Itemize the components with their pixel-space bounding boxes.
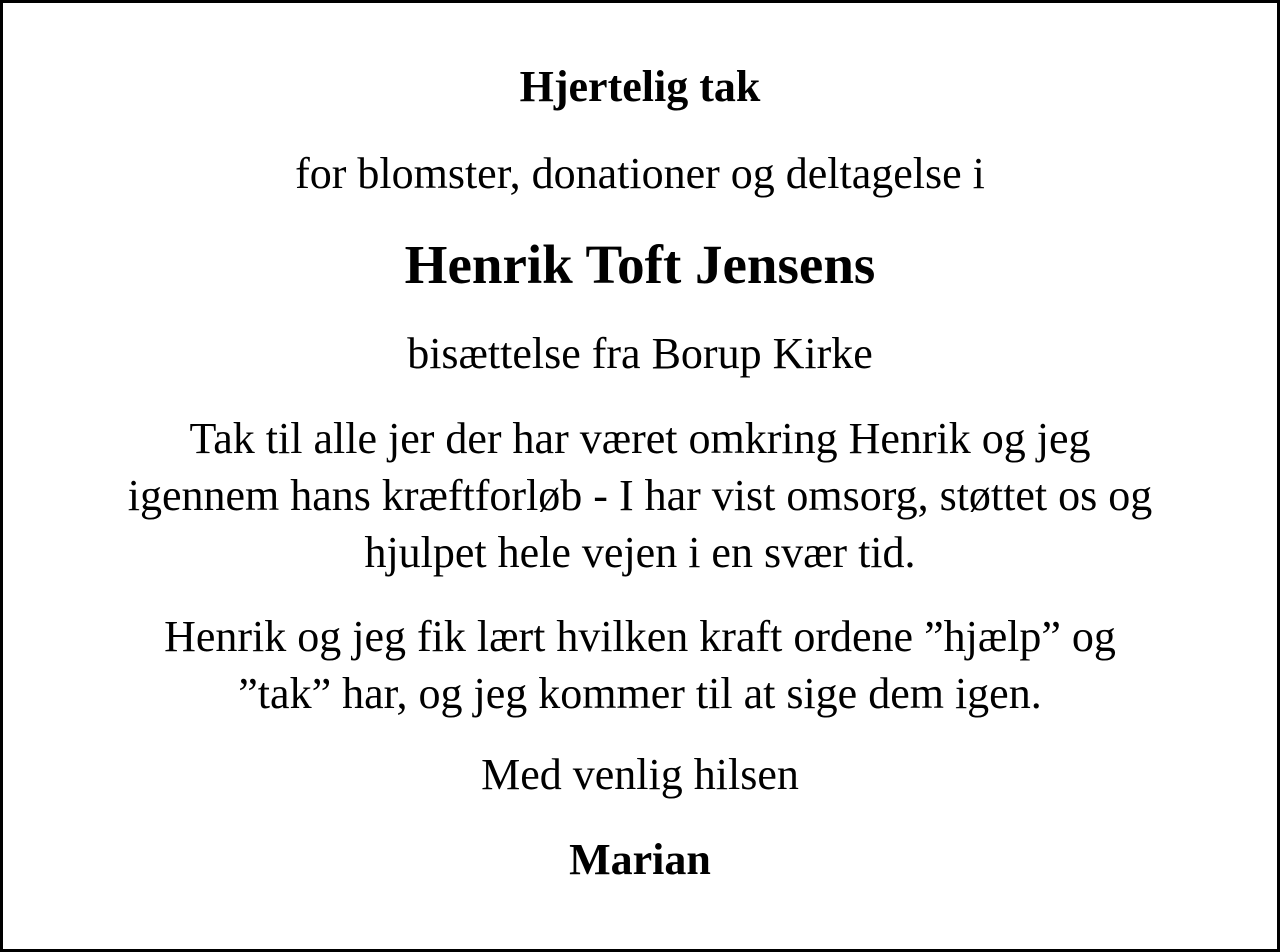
thanks-paragraph: [3, 410, 1277, 581]
thanks-paragraph-line: hjulpet hele vejen i en svær tid.: [364, 528, 916, 577]
notice-heading: Hjertelig tak: [519, 62, 761, 111]
deceased-name: Henrik Toft Jensens: [404, 234, 876, 295]
words-paragraph: [3, 608, 1277, 722]
closing-greeting: Med venlig hilsen: [481, 750, 799, 799]
signature: Marian: [569, 835, 711, 884]
thanks-paragraph-line: igennem hans kræftforløb - I har vist omsorg, støttet os og: [127, 471, 1153, 520]
notice-intro: for blomster, donationer og deltagelse i: [295, 149, 985, 198]
ceremony-text: bisættelse fra Borup Kirke: [407, 329, 873, 378]
words-paragraph-line: Henrik og jeg fik lært hvilken kraft ordene ”hjælp” og: [164, 612, 1116, 661]
thanks-paragraph-line: Tak til alle jer der har været omkring Henrik og jeg: [189, 414, 1091, 463]
words-paragraph-line: ”tak” har, og jeg kommer til at sige dem igen.: [238, 669, 1042, 718]
